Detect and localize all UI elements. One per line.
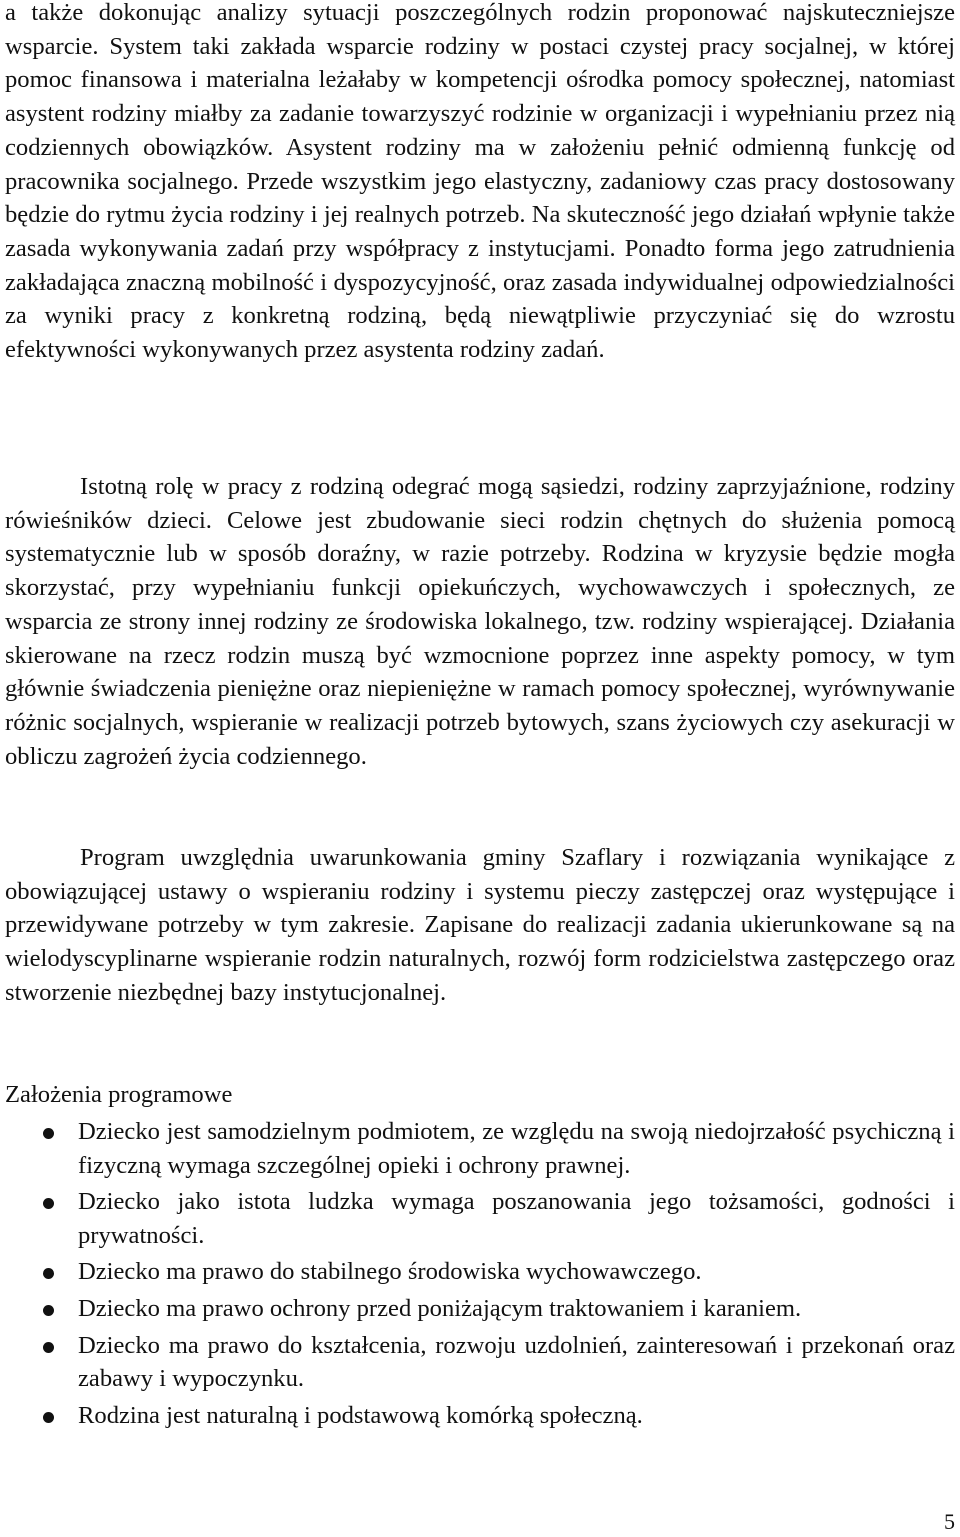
list-item: [5, 1292, 955, 1326]
paragraph-program-scope: Program uwzględnia uwarunkowania gminy Szaflary i rozwiązania wynikające z obowiązującej ustawy o wspieraniu rodziny i systemu pieczy zastępczej oraz występujące i przewidywane potrzeby w tym zakresie. Zapisane do realizacji zadania ukierunkowane są na wielodyscyplinarne wspieranie rodzin naturalnych, rozwój form rodzicielstwa zastępczego oraz stworzenie niezbędnej bazy instytucjonalnej.: [5, 844, 955, 1006]
list-item-text: Dziecko ma prawo do kształcenia, rozwoju uzdolnień, zainteresowań i przekonań oraz zabawy i wypoczynku.: [78, 1331, 955, 1393]
assumptions-list: [5, 1115, 955, 1435]
list-item-text: Dziecko jest samodzielnym podmiotem, ze względu na swoją niedojrzałość psychiczną i fizyczną wymaga szczególnej opieki i ochrony prawnej.: [78, 1118, 955, 1179]
list-item-text: Rodzina jest naturalną i podstawową komórką społeczną.: [78, 1401, 643, 1429]
bullet-icon: [43, 1198, 54, 1209]
bullet-icon: [43, 1268, 54, 1279]
page-number: 5: [944, 1509, 955, 1534]
paragraph-community-support: Istotną rolę w pracy z rodziną odegrać mogą sąsiedzi, rodziny zaprzyjaźnione, rodziny rówieśników dzieci. Celowe jest zbudowanie sieci rodzin chętnych do służenia pomocą systematycznie lub w sposób doraźny, w razie potrzeby. Rodzina w kryzysie będzie mogła skorzystać, przy wypełnianiu funkcji opiekuńczych, wychowawczych i społecznych, ze wsparcia ze strony innej rodziny ze środowiska lokalnego, tzw. rodziny wspierającej. Działania skierowane na rzecz rodzin muszą być wzmocnione poprzez inne aspekty pomocy, w tym głównie świadczenia pieniężne oraz niepieniężne w ramach pomocy społecznej, wyrównywanie różnic socjalnych, wspieranie w realizacji potrzeb bytowych, szans życiowych czy asekuracji w obliczu zagrożeń życia codziennego.: [5, 473, 955, 770]
list-item: [5, 1115, 955, 1182]
bullet-icon: [43, 1128, 54, 1139]
list-item-text: Dziecko ma prawo ochrony przed poniżającym traktowaniem i karaniem.: [78, 1294, 802, 1322]
list-item: [5, 1399, 955, 1433]
list-item: [5, 1329, 955, 1396]
bullet-icon: [43, 1342, 54, 1353]
paragraph-assistant-role: a także dokonując analizy sytuacji poszczególnych rodzin proponować najskuteczniejsze wsparcie. System taki zakłada wsparcie rodziny w postaci czystej pracy socjalnej, w której pomoc finansowa i materialna leżałaby w kompetencji ośrodka pomocy społecznej, natomiast asystent rodziny miałby za zadanie towarzyszyć rodzinie w organizacji i wypełnianiu przez nią codziennych obowiązków. Asystent rodziny ma w założeniu pełnić odmienną funkcję od pracownika socjalnego. Przede wszystkim jego elastyczny, zadaniowy czas pracy dostosowany będzie do rytmu życia rodziny i jej realnych potrzeb. Na skuteczność jego działań wpłynie także zasada wykonywania zadań przy współpracy z instytucjami. Ponadto forma jego zatrudnienia zakładająca znaczną mobilność i dyspozycyjność, oraz zasada indywidualnej odpowiedzialności za wyniki pracy z konkretną rodziną, będą niewątpliwie przyczyniać się do wzrostu efektywności wykonywanych przez asystenta rodziny zadań.: [5, 0, 955, 364]
list-item: [5, 1185, 955, 1252]
list-item-text: Dziecko jako istota ludzka wymaga poszanowania jego tożsamości, godności i prywatności.: [78, 1188, 955, 1249]
list-item: [5, 1255, 955, 1289]
bullet-icon: [43, 1305, 54, 1316]
bullet-icon: [43, 1412, 54, 1423]
document-page: [5, 0, 955, 1537]
section-title-program-assumptions: Założenia programowe: [5, 1081, 233, 1108]
list-item-text: Dziecko ma prawo do stabilnego środowiska wychowawczego.: [78, 1258, 702, 1286]
